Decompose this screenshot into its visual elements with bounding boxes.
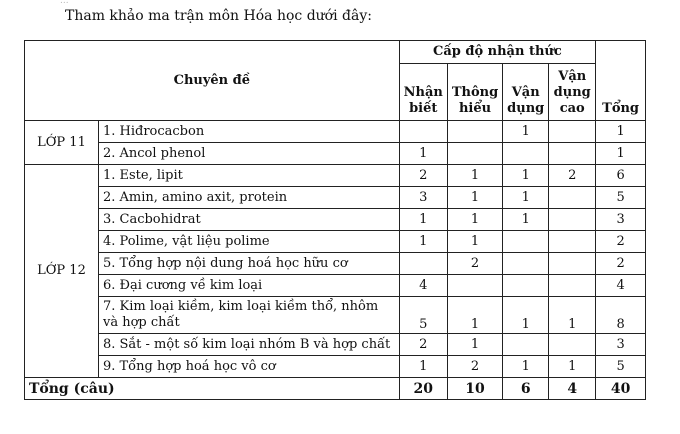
value-cell bbox=[549, 275, 596, 297]
table-row bbox=[25, 356, 646, 378]
topic-cell: 3. Cacbohidrat bbox=[98, 209, 399, 231]
total-cell: 3 bbox=[596, 209, 646, 231]
table-row bbox=[25, 121, 646, 143]
topic-cell: 7. Kim loại kiềm, kim loại kiềm thổ, nhôm và hợp chất bbox=[98, 297, 399, 334]
value-cell bbox=[503, 143, 549, 165]
value-cell: 2 bbox=[399, 334, 447, 356]
topic-cell: 2. Ancol phenol bbox=[98, 143, 399, 165]
value-cell: 1 bbox=[447, 334, 502, 356]
total-cell: 1 bbox=[596, 143, 646, 165]
table-row bbox=[25, 165, 646, 187]
total-value-cell: 20 bbox=[399, 378, 447, 400]
total-cell: 2 bbox=[596, 253, 646, 275]
value-cell bbox=[549, 187, 596, 209]
header-level-group: Cấp độ nhận thức bbox=[399, 41, 596, 64]
value-cell: 1 bbox=[503, 187, 549, 209]
value-cell: 1 bbox=[503, 121, 549, 143]
grade-cell: LỚP 11 bbox=[25, 121, 99, 165]
grade-cell: LỚP 12 bbox=[25, 165, 99, 378]
cropped-text-strip: ... bbox=[60, 0, 69, 6]
topic-cell: 6. Đại cương về kim loại bbox=[98, 275, 399, 297]
value-cell bbox=[503, 334, 549, 356]
topic-cell: 1. Hiđrocacbon bbox=[98, 121, 399, 143]
header-level: Vận dụng bbox=[503, 64, 549, 121]
value-cell: 1 bbox=[399, 231, 447, 253]
total-cell: 3 bbox=[596, 334, 646, 356]
value-cell: 1 bbox=[447, 231, 502, 253]
total-cell: 5 bbox=[596, 356, 646, 378]
table-row bbox=[25, 209, 646, 231]
intro-text: Tham khảo ma trận môn Hóa học dưới đây: bbox=[65, 8, 372, 24]
value-cell: 1 bbox=[447, 297, 502, 334]
topic-cell: 4. Polime, vật liệu polime bbox=[98, 231, 399, 253]
value-cell bbox=[503, 275, 549, 297]
value-cell: 2 bbox=[447, 356, 502, 378]
topic-cell: 2. Amin, amino axit, protein bbox=[98, 187, 399, 209]
total-cell: 6 bbox=[596, 165, 646, 187]
value-cell bbox=[549, 253, 596, 275]
value-cell: 2 bbox=[549, 165, 596, 187]
total-row bbox=[25, 378, 646, 400]
topic-cell: 8. Sắt - một số kim loại nhóm B và hợp chất bbox=[98, 334, 399, 356]
header-level: Thông hiểu bbox=[447, 64, 502, 121]
value-cell bbox=[549, 231, 596, 253]
value-cell bbox=[447, 275, 502, 297]
topic-cell: 5. Tổng hợp nội dung hoá học hữu cơ bbox=[98, 253, 399, 275]
value-cell: 1 bbox=[399, 209, 447, 231]
total-cell: 4 bbox=[596, 275, 646, 297]
topic-cell: 9. Tổng hợp hoá học vô cơ bbox=[98, 356, 399, 378]
header-level: Vận dụng cao bbox=[549, 64, 596, 121]
value-cell bbox=[503, 231, 549, 253]
value-cell: 1 bbox=[447, 187, 502, 209]
table-row bbox=[25, 275, 646, 297]
value-cell: 1 bbox=[549, 297, 596, 334]
value-cell: 3 bbox=[399, 187, 447, 209]
value-cell bbox=[549, 334, 596, 356]
grand-total-cell: 40 bbox=[596, 378, 646, 400]
value-cell: 1 bbox=[447, 165, 502, 187]
total-cell: 2 bbox=[596, 231, 646, 253]
table-row bbox=[25, 334, 646, 356]
value-cell: 1 bbox=[399, 143, 447, 165]
header-total: Tổng bbox=[596, 41, 646, 121]
value-cell bbox=[549, 143, 596, 165]
matrix-table bbox=[24, 40, 646, 400]
total-cell: 5 bbox=[596, 187, 646, 209]
value-cell bbox=[549, 121, 596, 143]
value-cell bbox=[549, 209, 596, 231]
value-cell: 5 bbox=[399, 297, 447, 334]
value-cell: 2 bbox=[399, 165, 447, 187]
table-row bbox=[25, 143, 646, 165]
value-cell bbox=[399, 253, 447, 275]
value-cell: 1 bbox=[503, 356, 549, 378]
value-cell bbox=[399, 121, 447, 143]
table-row bbox=[25, 187, 646, 209]
value-cell: 1 bbox=[503, 297, 549, 334]
value-cell: 1 bbox=[549, 356, 596, 378]
value-cell bbox=[503, 253, 549, 275]
total-cell: 1 bbox=[596, 121, 646, 143]
value-cell bbox=[447, 143, 502, 165]
value-cell: 1 bbox=[503, 209, 549, 231]
total-value-cell: 10 bbox=[447, 378, 502, 400]
total-label: Tổng (câu) bbox=[25, 378, 400, 400]
value-cell: 4 bbox=[399, 275, 447, 297]
value-cell: 1 bbox=[503, 165, 549, 187]
value-cell: 1 bbox=[447, 209, 502, 231]
header-level: Nhận biết bbox=[399, 64, 447, 121]
topic-cell: 1. Este, lipit bbox=[98, 165, 399, 187]
value-cell: 2 bbox=[447, 253, 502, 275]
value-cell bbox=[447, 121, 502, 143]
total-cell: 8 bbox=[596, 297, 646, 334]
table-row bbox=[25, 253, 646, 275]
total-value-cell: 4 bbox=[549, 378, 596, 400]
header-topic: Chuyên đề bbox=[25, 41, 400, 121]
table-row bbox=[25, 297, 646, 334]
table-row bbox=[25, 231, 646, 253]
total-value-cell: 6 bbox=[503, 378, 549, 400]
value-cell: 1 bbox=[399, 356, 447, 378]
